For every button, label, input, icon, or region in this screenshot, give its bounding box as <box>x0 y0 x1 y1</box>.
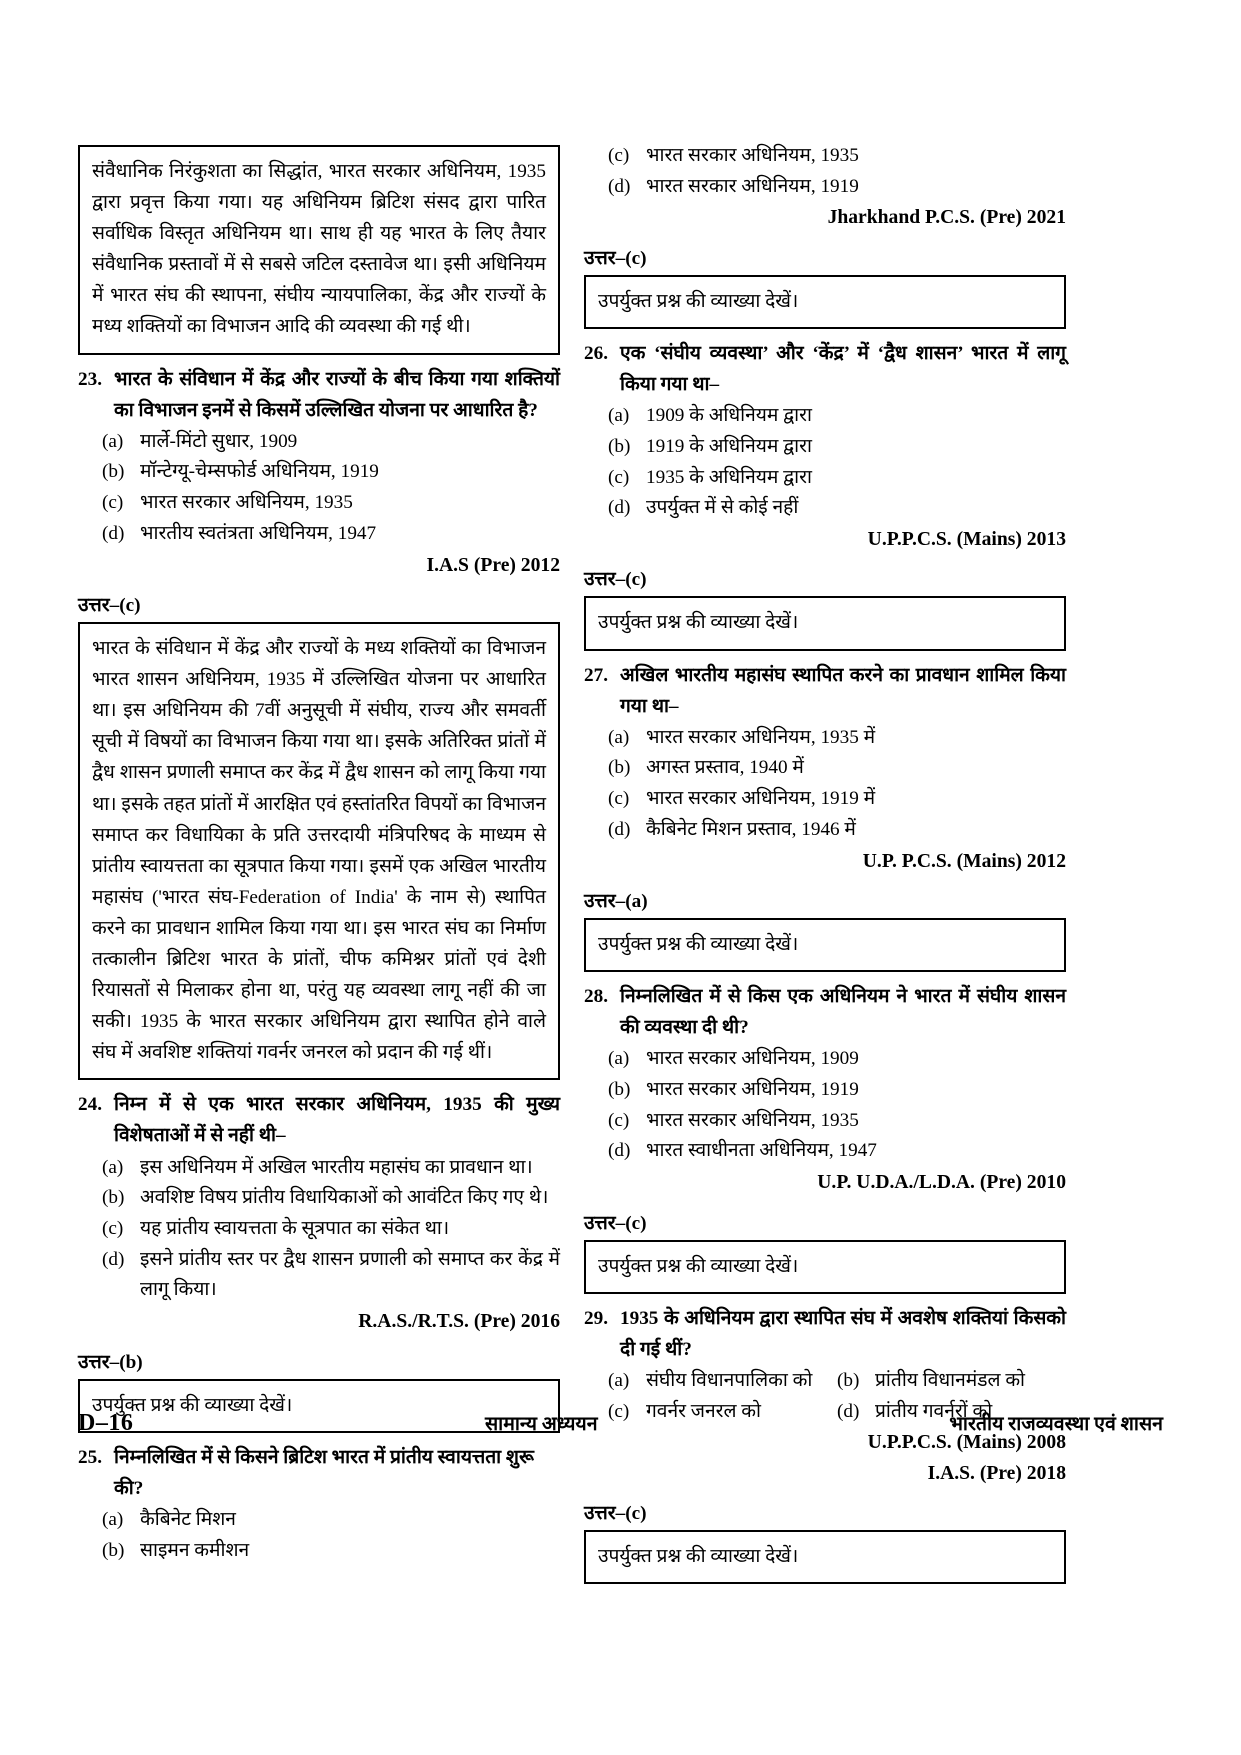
option-a[interactable] <box>584 723 1066 754</box>
option-b[interactable] <box>78 1536 560 1567</box>
option-label: साइमन कमीशन <box>140 1539 250 1561</box>
option-key: (b) <box>608 757 631 779</box>
options-list-25 <box>78 1505 560 1566</box>
option-label: इस अधिनियम में अखिल भारतीय महासंघ का प्रावधान था। <box>140 1156 533 1178</box>
option-key: (a) <box>608 726 630 748</box>
option-c[interactable] <box>78 1214 560 1245</box>
option-key: (a) <box>102 430 124 452</box>
option-key: (a) <box>608 405 630 427</box>
question-text: निम्नलिखित में से किसने ब्रिटिश भारत में प्रांतीय स्वायत्तता शुरू की? <box>114 1446 534 1499</box>
option-label: मॉन्टेग्यू-चेम्सफोर्ड अधिनियम, 1919 <box>140 461 379 483</box>
answer-label: उत्तर– <box>78 595 120 617</box>
answer-value: (b) <box>119 1351 143 1373</box>
option-key: (a) <box>608 1369 630 1391</box>
page-number: D–16 <box>78 1410 134 1436</box>
explanation-box-23 <box>78 622 560 1080</box>
answer-line-29 <box>584 1498 1066 1525</box>
option-c[interactable] <box>584 1106 1066 1137</box>
explanation-box-continued <box>78 145 560 355</box>
option-key: (b) <box>608 1078 631 1100</box>
answer-line-23 <box>78 590 560 617</box>
option-key: (d) <box>608 497 631 519</box>
option-a[interactable] <box>584 1044 1066 1075</box>
option-key: (d) <box>102 522 125 544</box>
option-b[interactable] <box>837 1366 1066 1397</box>
option-label: संघीय विधानपालिका को <box>646 1369 813 1391</box>
option-b[interactable] <box>584 432 1066 463</box>
explanation-box-continued <box>584 275 1066 329</box>
exam-source-29-second: I.A.S. (Pre) 2018 <box>927 1462 1066 1484</box>
option-b[interactable] <box>78 457 560 488</box>
option-label: भारत सरकार अधिनियम, 1909 <box>646 1048 859 1070</box>
option-a[interactable] <box>78 1153 560 1184</box>
question-27 <box>584 660 1066 722</box>
answer-label: उत्तर– <box>584 569 626 591</box>
exam-source-continued: Jharkhand P.C.S. (Pre) 2021 <box>827 207 1066 229</box>
option-key: (c) <box>608 145 630 166</box>
answer-label: उत्तर– <box>584 1212 626 1234</box>
answer-line-continued <box>584 243 1066 270</box>
question-26 <box>584 338 1066 400</box>
question-text: भारत के संविधान में केंद्र और राज्यों के बीच किया गया शक्तियों का विभाजन इनमें से किसमें उल्लिखित योजना पर आधारित है? <box>114 368 560 421</box>
answer-line-24 <box>78 1347 560 1374</box>
option-label: यह प्रांतीय स्वायत्तता के सूत्रपात का संकेत था। <box>140 1217 450 1239</box>
question-24 <box>78 1089 560 1151</box>
option-key: (a) <box>608 1048 630 1070</box>
option-label: भारत स्वाधीनता अधिनियम, 1947 <box>646 1140 877 1162</box>
explanation-box-26 <box>584 596 1066 650</box>
option-d[interactable] <box>584 1136 1066 1167</box>
option-label: प्रांतीय विधानमंडल को <box>875 1369 1026 1391</box>
question-text: अखिल भारतीय महासंघ स्थापित करने का प्रावधान शामिल किया गया था– <box>620 664 1066 717</box>
question-number: 29. <box>584 1307 608 1329</box>
exam-source-26: U.P.P.C.S. (Mains) 2013 <box>867 529 1066 550</box>
explanation-text: उपर्युक्त प्रश्न की व्याख्या देखें। <box>92 1394 293 1416</box>
option-key: (d) <box>837 1400 860 1422</box>
option-key: (b) <box>102 1539 125 1561</box>
option-key: (a) <box>102 1508 124 1530</box>
option-key: (b) <box>102 1187 125 1209</box>
option-label: 1935 के अधिनियम द्वारा <box>646 466 812 488</box>
option-label: 1919 के अधिनियम द्वारा <box>646 435 812 457</box>
footer-center-title: सामान्य अध्ययन <box>484 1414 598 1435</box>
options-list-23 <box>78 427 560 550</box>
option-a[interactable] <box>608 1366 837 1397</box>
option-label: गवर्नर जनरल को <box>646 1400 762 1422</box>
answer-line-27 <box>584 886 1066 913</box>
question-text: 1935 के अधिनियम द्वारा स्थापित संघ में अवशेष शक्तियां किसको दी गई थीं? <box>620 1307 1066 1360</box>
answer-value: (c) <box>625 247 647 269</box>
explanation-text: उपर्युक्त प्रश्न की व्याख्या देखें। <box>598 1546 799 1568</box>
explanation-box-29 <box>584 1530 1066 1584</box>
exam-source-23: I.A.S (Pre) 2012 <box>426 554 560 576</box>
explanation-text: उपर्युक्त प्रश्न की व्याख्या देखें। <box>598 933 799 955</box>
option-key: (b) <box>608 435 631 457</box>
option-key: (d) <box>608 175 631 197</box>
exam-source-24: R.A.S./R.T.S. (Pre) 2016 <box>358 1311 560 1333</box>
option-label: भारतीय स्वतंत्रता अधिनियम, 1947 <box>140 522 377 544</box>
question-number: 26. <box>584 342 608 364</box>
option-label: भारत सरकार अधिनियम, 1935 <box>646 1109 859 1131</box>
left-column <box>78 140 560 1566</box>
option-key: (b) <box>837 1369 860 1391</box>
question-number: 27. <box>584 664 608 686</box>
option-label: प्रांतीय गवर्नरों को <box>875 1400 993 1422</box>
question-number: 24. <box>78 1094 102 1116</box>
answer-value: (c) <box>119 595 141 617</box>
footer-right-title: भारतीय राजव्यवस्था एवं शासन <box>949 1414 1163 1435</box>
options-list-continued <box>584 141 1066 202</box>
question-text: निम्न में से एक भारत सरकार अधिनियम, 1935 की मुख्य विशेषताओं में से नहीं थी– <box>114 1094 560 1147</box>
answer-value: (c) <box>625 1503 647 1525</box>
explanation-text: भारत के संविधान में केंद्र और राज्यों के मध्य शक्तियों का विभाजन भारत शासन अधिनियम, 1935 में उल्लिखित योजना पर आधारित था। इस अधिनियम की 7वीं अनुसूची में संघीय, राज्य और समवर्ती सूची में विषयों का विभाजन किया गया था। इसके अतिरिक्त प्रांतों में द्वैध शासन प्रणाली समाप्त कर केंद्र में द्वैध शासन को लागू किया गया था। इसके तहत प्रांतों में आरक्षित एवं हस्तांतरित विपयों का विभाजन समाप्त कर विधायिका के प्रति उत्तरदायी मंत्रिपरिषद के माध्यम से प्रांतीय स्वायत्तता का सूत्रपात किया गया। इसमें एक अखिल भारतीय महासंघ ('भारत संघ-Federation of India' के नाम से) स्थापित करने का प्रावधान शामिल किया गया था। इस भारत संघ का निर्माण तत्कालीन ब्रिटिश भारत के प्रांतों, चीफ कमिश्नर प्रांतों एवं देशी रियासतों से मिलाकर होना था, परंतु यह व्यवस्था लागू नहीं की जा सकी। 1935 के भारत सरकार अधिनियम द्वारा स्थापित होने वाले संघ में अवशिष्ट शक्तियां गवर्नर जनरल को प्रदान की गई थीं। <box>92 638 546 1064</box>
option-label: भारत सरकार अधिनियम, 1935 में <box>646 726 876 748</box>
page-footer <box>78 1409 1163 1437</box>
explanation-box-27 <box>584 918 1066 972</box>
option-a[interactable] <box>584 401 1066 432</box>
option-label: मार्ले-मिंटो सुधार, 1909 <box>140 430 298 452</box>
option-d[interactable] <box>584 815 1066 846</box>
option-key: (c) <box>102 1217 124 1239</box>
options-row-1 <box>584 1366 1066 1397</box>
option-key: (d) <box>608 818 631 840</box>
option-key: (c) <box>608 1400 630 1422</box>
explanation-text: संवैधानिक निरंकुशता का सिद्धांत, भारत सरकार अधिनियम, 1935 द्वारा प्रवृत्त किया गया। यह अधिनियम ब्रिटिश संसद द्वारा पारित सर्वाधिक विस्तृत अधिनियम था। साथ ही यह भारत के लिए तैयार संवैधानिक प्रस्तावों में से सबसे जटिल दस्तावेज था। इसी अधिनियम में भारत संघ की स्थापना, संघीय न्यायपालिका, केंद्र और राज्यों के मध्य शक्तियों का विभाजन आदि की व्यवस्था की गई थी। <box>92 161 546 338</box>
option-key: (c) <box>102 492 124 514</box>
option-c[interactable] <box>584 141 1066 172</box>
question-28 <box>584 981 1066 1043</box>
question-29 <box>584 1303 1066 1365</box>
option-key: (c) <box>608 466 630 488</box>
option-b[interactable] <box>584 1075 1066 1106</box>
explanation-text: उपर्युक्त प्रश्न की व्याख्या देखें। <box>598 290 799 312</box>
exam-source-29: U.P.P.C.S. (Mains) 2008 <box>867 1432 1066 1454</box>
question-number: 28. <box>584 986 608 1008</box>
option-a[interactable] <box>78 1505 560 1536</box>
answer-value: (c) <box>625 1212 647 1234</box>
option-key: (d) <box>608 1140 631 1162</box>
option-label: भारत सरकार अधिनियम, 1919 में <box>646 788 876 810</box>
option-d[interactable] <box>584 493 1066 524</box>
two-column-layout <box>78 140 1163 1592</box>
option-key: (c) <box>608 788 630 810</box>
option-label: कैबिनेट मिशन प्रस्ताव, 1946 में <box>646 818 856 840</box>
question-text: निम्नलिखित में से किस एक अधिनियम ने भारत में संघीय शासन की व्यवस्था दी थी? <box>620 986 1066 1039</box>
option-label: 1909 के अधिनियम द्वारा <box>646 405 812 427</box>
option-label: अवशिष्ट विषय प्रांतीय विधायिकाओं को आवंटित किए गए थे। <box>140 1187 549 1209</box>
option-key: (b) <box>102 461 125 483</box>
option-key: (d) <box>102 1248 125 1270</box>
answer-label: उत्तर– <box>584 247 626 269</box>
answer-label: उत्तर– <box>584 890 626 912</box>
question-number: 23. <box>78 368 102 390</box>
right-column <box>584 140 1066 1592</box>
option-c[interactable] <box>584 784 1066 815</box>
option-label: भारत सरकार अधिनियम, 1919 <box>646 1078 859 1100</box>
option-label: भारत सरकार अधिनियम, 1919 <box>646 175 859 197</box>
question-number: 25. <box>78 1446 102 1468</box>
explanation-box-28 <box>584 1240 1066 1294</box>
option-label: भारत सरकार अधिनियम, 1935 <box>140 492 353 514</box>
option-label: इसने प्रांतीय स्तर पर द्वैध शासन प्रणाली को समाप्त कर केंद्र में लागू किया। <box>140 1248 560 1301</box>
option-label: अगस्त प्रस्ताव, 1940 में <box>646 757 804 779</box>
option-label: भारत सरकार अधिनियम, 1935 <box>646 145 859 166</box>
option-b[interactable] <box>584 753 1066 784</box>
option-c[interactable] <box>78 488 560 519</box>
option-d[interactable] <box>584 172 1066 203</box>
options-list-26 <box>584 401 1066 524</box>
question-25 <box>78 1442 560 1504</box>
option-label: कैबिनेट मिशन <box>140 1508 236 1530</box>
option-d[interactable] <box>78 1245 560 1306</box>
option-key: (c) <box>608 1109 630 1131</box>
explanation-text: उपर्युक्त प्रश्न की व्याख्या देखें। <box>598 1255 799 1277</box>
options-list-28 <box>584 1044 1066 1167</box>
option-d[interactable] <box>78 519 560 550</box>
answer-label: उत्तर– <box>78 1351 120 1373</box>
answer-line-26 <box>584 564 1066 591</box>
option-key: (a) <box>102 1156 124 1178</box>
exam-source-27: U.P. P.C.S. (Mains) 2012 <box>862 850 1066 872</box>
option-b[interactable] <box>78 1183 560 1214</box>
option-label: उपर्युक्त में से कोई नहीं <box>646 497 799 519</box>
answer-label: उत्तर– <box>584 1503 626 1525</box>
answer-value: (c) <box>625 569 647 591</box>
answer-value: (a) <box>625 890 648 912</box>
question-23 <box>78 364 560 426</box>
option-a[interactable] <box>78 427 560 458</box>
question-text: एक ‘संघीय व्यवस्था’ और ‘केंद्र’ में ‘द्वैध शासन’ भारत में लागू किया गया था– <box>620 342 1066 396</box>
options-list-24 <box>78 1153 560 1307</box>
option-c[interactable] <box>584 463 1066 494</box>
options-list-27 <box>584 723 1066 846</box>
answer-line-28 <box>584 1208 1066 1235</box>
exam-source-28: U.P. U.D.A./L.D.A. (Pre) 2010 <box>817 1172 1066 1194</box>
explanation-text: उपर्युक्त प्रश्न की व्याख्या देखें। <box>598 612 799 634</box>
